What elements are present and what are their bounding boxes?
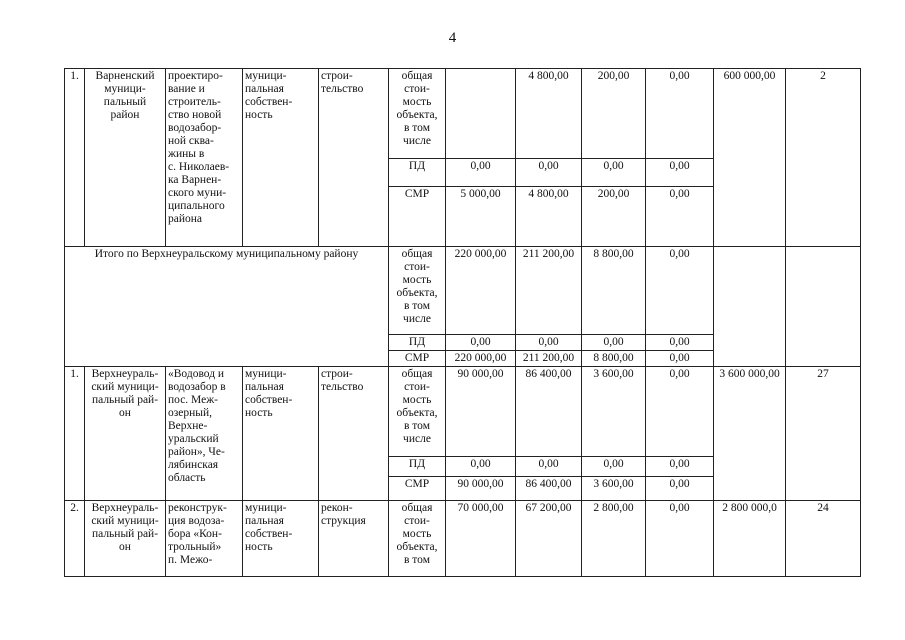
value-cell: 8 800,00 bbox=[582, 351, 646, 367]
cost-label: общая стои- мость объекта, в том числе bbox=[389, 69, 446, 159]
smr-label: СМР bbox=[389, 187, 446, 247]
value-cell: 0,00 bbox=[446, 457, 516, 477]
value-cell: 211 200,00 bbox=[516, 351, 582, 367]
value-cell: 2 800,00 bbox=[582, 501, 646, 577]
ownership-cell: муници- пальная собствен- ность bbox=[243, 367, 319, 501]
district-cell: Верхнеураль- ский муници- пальный рай- он bbox=[85, 501, 166, 577]
value-cell: 220 000,00 bbox=[446, 247, 516, 335]
value-cell: 0,00 bbox=[582, 159, 646, 187]
project-cell: реконструк- ция водоза- бора «Кон- трольный» п. Межо- bbox=[166, 501, 243, 577]
ownership-cell: муници- пальная собствен- ность bbox=[243, 501, 319, 577]
work-type-cell: строи- тельство bbox=[319, 367, 389, 501]
value-cell: 5 000,00 bbox=[446, 187, 516, 247]
value-cell: 0,00 bbox=[646, 187, 714, 247]
table-row bbox=[65, 501, 861, 577]
value-cell: 0,00 bbox=[516, 159, 582, 187]
district-cell: Варненский муници- пальный район bbox=[85, 69, 166, 247]
value-cell: 90 000,00 bbox=[446, 477, 516, 501]
value-cell: 86 400,00 bbox=[516, 477, 582, 501]
pd-label: ПД bbox=[389, 335, 446, 351]
value-cell: 0,00 bbox=[516, 335, 582, 351]
value-cell: 0,00 bbox=[516, 457, 582, 477]
pd-label: ПД bbox=[389, 159, 446, 187]
value-cell: 0,00 bbox=[646, 501, 714, 577]
value-cell: 0,00 bbox=[582, 335, 646, 351]
table-row bbox=[65, 69, 861, 159]
smr-label: СМР bbox=[389, 351, 446, 367]
empty-cell bbox=[714, 247, 786, 367]
value-cell: 4 800,00 bbox=[516, 69, 582, 159]
value-cell: 200,00 bbox=[582, 69, 646, 159]
value-cell: 0,00 bbox=[646, 335, 714, 351]
ownership-cell: муници- пальная собствен- ность bbox=[243, 69, 319, 247]
value-cell: 90 000,00 bbox=[446, 367, 516, 457]
value-cell: 67 200,00 bbox=[516, 501, 582, 577]
empty-cell bbox=[786, 247, 861, 367]
work-type-cell: рекон- струкция bbox=[319, 501, 389, 577]
value-cell: 220 000,00 bbox=[446, 351, 516, 367]
value-cell: 0,00 bbox=[582, 457, 646, 477]
row-number: 2. bbox=[65, 501, 85, 577]
value-cell: 0,00 bbox=[646, 247, 714, 335]
budget-table bbox=[64, 68, 861, 577]
value-cell: 0,00 bbox=[446, 159, 516, 187]
value-cell: 3 600,00 bbox=[582, 367, 646, 457]
value-cell: 200,00 bbox=[582, 187, 646, 247]
value-cell: 0,00 bbox=[646, 351, 714, 367]
value-cell: 8 800,00 bbox=[582, 247, 646, 335]
count-cell: 2 bbox=[786, 69, 861, 247]
value-cell: 0,00 bbox=[646, 159, 714, 187]
value-cell: 4 800,00 bbox=[516, 187, 582, 247]
cost-label: общая стои- мость объекта, в том числе bbox=[389, 367, 446, 457]
table-row bbox=[65, 247, 861, 335]
value-cell: 0,00 bbox=[646, 69, 714, 159]
amount-cell: 3 600 000,00 bbox=[714, 367, 786, 501]
value-cell: 211 200,00 bbox=[516, 247, 582, 335]
value-cell: 0,00 bbox=[446, 335, 516, 351]
project-cell: «Водовод и водозабор в пос. Меж- озерный, Верхне- уральский район», Че- лябинская область bbox=[166, 367, 243, 501]
cost-label: общая стои- мость объекта, в том bbox=[389, 501, 446, 577]
work-type-cell: строи- тельство bbox=[319, 69, 389, 247]
value-cell bbox=[446, 69, 516, 159]
total-label: Итого по Верхнеуральскому муниципальному району bbox=[65, 247, 389, 367]
value-cell: 0,00 bbox=[646, 457, 714, 477]
table-row bbox=[65, 367, 861, 457]
cost-label: общая стои- мость объекта, в том числе bbox=[389, 247, 446, 335]
row-number: 1. bbox=[65, 69, 85, 247]
district-cell: Верхнеураль- ский муници- пальный рай- он bbox=[85, 367, 166, 501]
amount-cell: 2 800 000,0 bbox=[714, 501, 786, 577]
value-cell: 70 000,00 bbox=[446, 501, 516, 577]
value-cell: 86 400,00 bbox=[516, 367, 582, 457]
value-cell: 0,00 bbox=[646, 477, 714, 501]
value-cell: 0,00 bbox=[646, 367, 714, 457]
page-number: 4 bbox=[448, 30, 457, 46]
row-number: 1. bbox=[65, 367, 85, 501]
project-cell: проектиро- вание и строитель- ство новой водозабор- ной сква- жины в с. Николаев- ка Варнен- ского муни- ципального района bbox=[166, 69, 243, 247]
count-cell: 27 bbox=[786, 367, 861, 501]
smr-label: СМР bbox=[389, 477, 446, 501]
count-cell: 24 bbox=[786, 501, 861, 577]
amount-cell: 600 000,00 bbox=[714, 69, 786, 247]
value-cell: 3 600,00 bbox=[582, 477, 646, 501]
pd-label: ПД bbox=[389, 457, 446, 477]
